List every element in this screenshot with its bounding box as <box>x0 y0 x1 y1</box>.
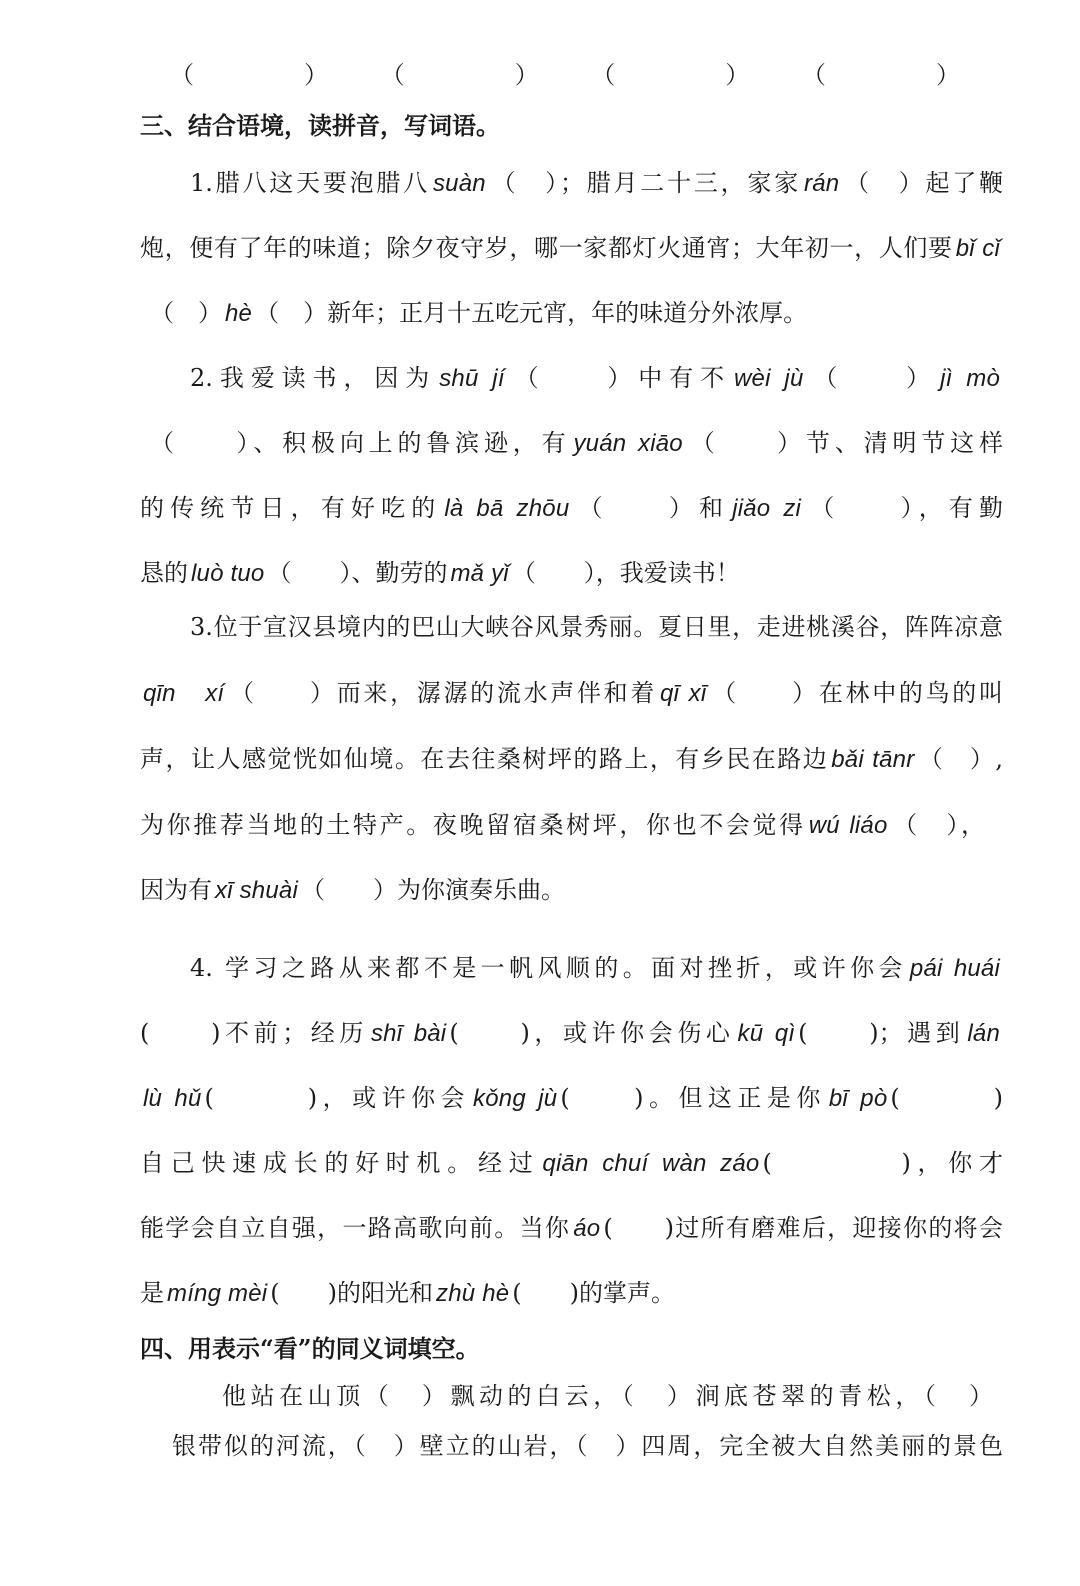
text-run: ( )的阳光和 <box>270 1279 434 1307</box>
pinyin: jiǎo zi <box>732 495 802 522</box>
pinyin: hè <box>225 300 253 327</box>
text-run: 能学会自立自强，一路高歌向前。当你 <box>140 1214 571 1242</box>
q4-line-2 <box>140 1016 1003 1050</box>
text-run: ( ) <box>890 1084 1003 1112</box>
text-run: （ ）而来，潺潺的流水声伴和着 <box>227 679 658 707</box>
pinyin: qīn xí <box>143 680 225 707</box>
answer-blanks-row <box>170 58 960 92</box>
pinyin: kǒng jù <box>473 1085 558 1112</box>
text-run: 因为有 <box>140 876 212 904</box>
q3-line-5 <box>140 873 565 907</box>
pinyin: qī xī <box>660 680 707 707</box>
pinyin: bī pò <box>828 1085 888 1112</box>
text-run: 恳的 <box>140 559 188 587</box>
pinyin: lù hǔ <box>143 1085 202 1112</box>
q2-line-1 <box>190 361 1003 395</box>
pinyin: lán <box>967 1020 1000 1047</box>
pinyin: mǎ yǐ <box>450 560 509 587</box>
pinyin: rán <box>804 170 840 197</box>
text-run: （ ）和 <box>572 494 730 522</box>
pinyin: míng mèi <box>167 1280 268 1307</box>
pinyin: áo <box>573 1215 601 1242</box>
section-3-heading: 三、结合语境，读拼音，写词语。 <box>140 111 500 140</box>
text-run: 为你推荐当地的土特产。夜晚留宿桑树坪，你也不会觉得 <box>140 811 806 839</box>
text-run: ( )的掌声。 <box>512 1279 676 1307</box>
pinyin: xī shuài <box>215 877 298 904</box>
pinyin: shū jí <box>439 365 505 392</box>
text-run: 银带似的河流，（ ）壁立的山岩，（ ）四周，完全被大自然美丽的景色 <box>172 1432 1003 1460</box>
q3-line-4 <box>140 808 985 842</box>
text-run: 3.位于宣汉县境内的巴山大峡谷风景秀丽。夏日里，走进桃溪谷，阵阵凉意 <box>190 613 1003 641</box>
text-run: 自己快速成长的好时机。经过 <box>140 1149 540 1177</box>
text-run: （ ），有勤 <box>804 494 1003 522</box>
q2-line-3 <box>140 491 1003 525</box>
section-4-heading: 四、用表示“看”的同义词填空。 <box>140 1334 480 1363</box>
pinyin: jì mò <box>940 365 1000 392</box>
text-run: 的传统节日，有好吃的 <box>140 494 442 522</box>
q1-line-1 <box>190 166 1003 200</box>
q1-line-2 <box>140 231 1003 265</box>
q3-line-3 <box>140 742 1003 776</box>
text-run: （ ） <box>150 299 222 327</box>
text-run: （ ）节、清明节这样 <box>685 429 1003 457</box>
q2-line-4 <box>140 556 740 590</box>
pinyin: wèi jù <box>734 365 804 392</box>
pinyin: bǐ cǐ <box>955 235 1000 262</box>
text-run: 是 <box>140 1279 164 1307</box>
text-run: 4. 学习之路从来都不是一帆风顺的。面对挫折，或许你会 <box>190 954 907 982</box>
text-run: （ ）为你演奏乐曲。 <box>300 876 565 904</box>
text-run: ( )过所有磨难后，迎接你的将会 <box>603 1214 1003 1242</box>
pinyin: kū qì <box>737 1020 796 1047</box>
text-run: ( )，或许你会 <box>204 1084 471 1112</box>
q4-line-6 <box>140 1276 675 1310</box>
s4-line-2 <box>172 1429 1003 1463</box>
q4-line-5 <box>140 1211 1003 1245</box>
text-run: ( )不前；经历 <box>140 1019 368 1047</box>
text-run: （ ）、勤劳的 <box>267 559 448 587</box>
q4-line-3 <box>140 1081 1003 1115</box>
text-run: （ ）；腊月二十三，家家 <box>488 169 802 197</box>
pinyin: qiān chuí wàn záo <box>542 1150 760 1177</box>
q4-line-1 <box>190 951 1003 985</box>
text-run: 声，让人感觉恍如仙境。在去往桑树坪的路上，有乡民在路边 <box>140 745 829 773</box>
q1-line-3 <box>150 296 807 330</box>
text-run: ( )；遇到 <box>798 1019 965 1047</box>
q4-line-4 <box>140 1146 1003 1180</box>
text-run: ( )，你才 <box>762 1149 1003 1177</box>
s4-line-1 <box>222 1379 993 1413</box>
pinyin: bǎi tānr <box>831 746 915 773</box>
text-run: （ ）, <box>917 745 1003 773</box>
text-run: ( )，或许你会伤心 <box>449 1019 735 1047</box>
text-run: （ ） （ ） （ ） （ ） <box>170 61 960 89</box>
pinyin: là bā zhōu <box>444 495 570 522</box>
text-run: （ ），我爱读书！ <box>511 559 740 587</box>
pinyin: yuán xiāo <box>573 430 683 457</box>
q3-line-2 <box>140 676 1003 710</box>
pinyin: zhù hè <box>436 1280 510 1307</box>
pinyin: wú liáo <box>808 812 888 839</box>
pinyin: suàn <box>432 170 486 197</box>
q2-line-2 <box>150 426 1003 460</box>
text-run: 2.我爱读书，因为 <box>190 364 437 392</box>
text-run: ( )。但这正是你 <box>560 1084 826 1112</box>
text-run: 1.腊八这天要泡腊八 <box>190 169 430 197</box>
text-run: 他站在山顶（ ）飘动的白云，（ ）涧底苍翠的青松，（ ） <box>222 1382 993 1410</box>
text-run: （ ）， <box>890 811 985 839</box>
text-run: （ ）新年；正月十五吃元宵，年的味道分外浓厚。 <box>255 299 808 327</box>
text-run: （ ）在林中的鸟的叫 <box>709 679 1003 707</box>
pinyin: pái huái <box>909 955 1001 982</box>
q3-line-1 <box>190 610 1003 644</box>
text-run: （ ）起了鞭 <box>842 169 1003 197</box>
text-run: （ ）、积极向上的鲁滨逊，有 <box>150 429 571 457</box>
pinyin: luò tuo <box>191 560 265 587</box>
pinyin: shī bài <box>370 1020 447 1047</box>
text-run: 炮，便有了年的味道；除夕夜守岁，哪一家都灯火通宵；大年初一，人们要 <box>140 234 953 262</box>
text-run: （ ）中有不 <box>507 364 732 392</box>
text-run: （ ） <box>806 364 938 392</box>
